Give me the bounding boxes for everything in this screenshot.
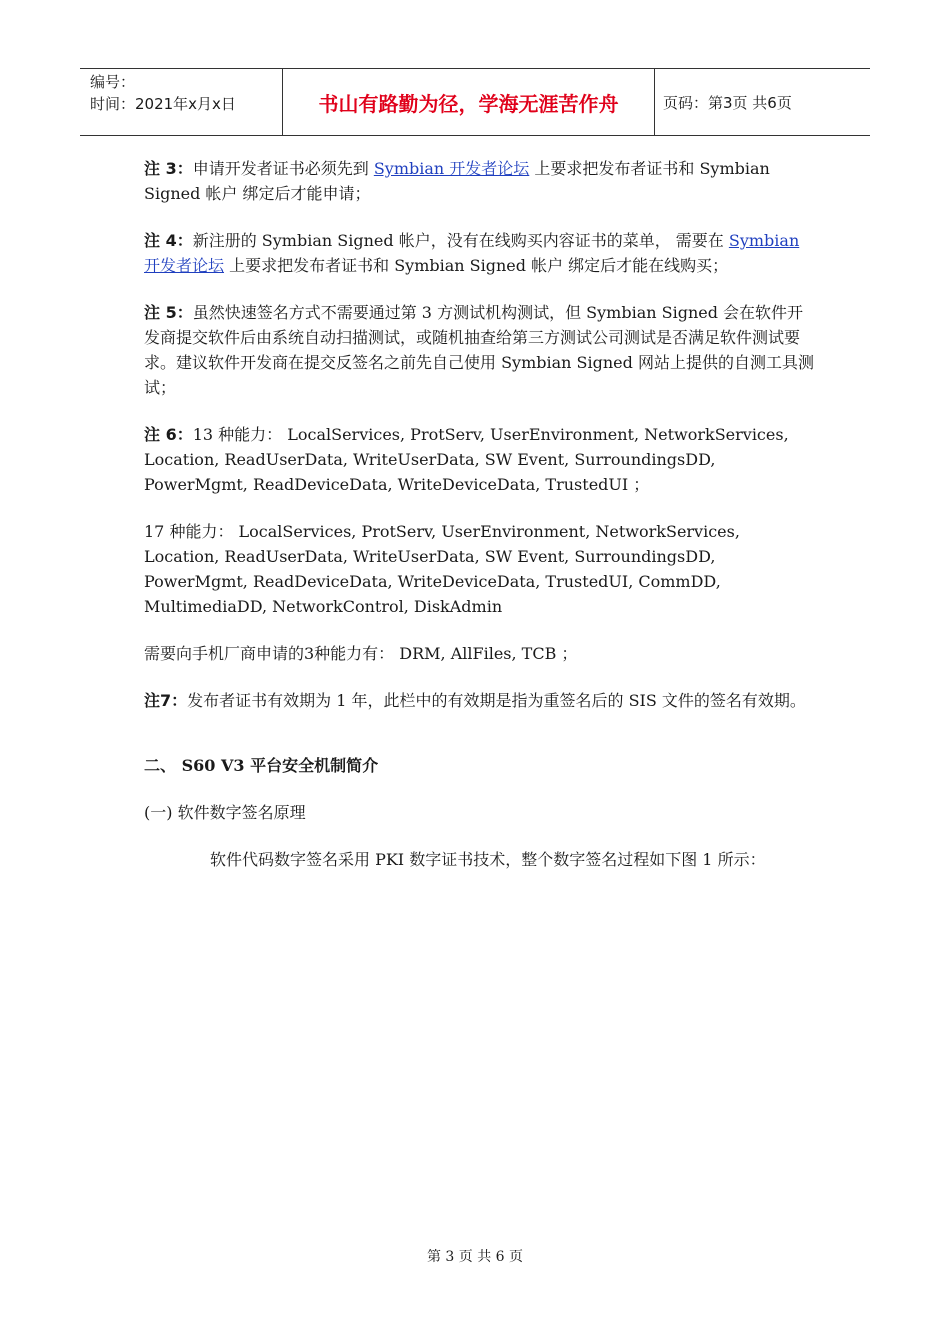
note-4-label: 注 4：: [144, 231, 193, 250]
subsection-heading: (一) 软件数字签名原理: [144, 803, 306, 822]
header-number-label: 编号：: [90, 73, 136, 91]
note-5-text: 虽然快速签名方式不需要通过第 3 方测试机构测试，但 Symbian Signed 会在软件开发商提交软件后由系统自动扫描测试，或随机抽查给第三方测试公司测试是否满足软件测试要求。建议软件开发商在提交反签名之前先自己使用 Symbian Signed 网站上提供的自测工具测试；: [144, 303, 814, 397]
page-header: [80, 68, 870, 136]
note-7: [144, 688, 816, 713]
note-7-text: 发布者证书有效期为 1 年，此栏中的有效期是指为重签名后的 SIS 文件的签名有效期。: [187, 691, 806, 710]
note-3: [144, 156, 816, 206]
note-6: [144, 422, 816, 497]
header-meta: [80, 69, 282, 135]
note-5-label: 注 5：: [144, 303, 193, 322]
note-7-label: 注7：: [144, 691, 188, 710]
symbian-forum-link[interactable]: Symbian 开发者论坛: [144, 231, 800, 275]
capabilities-3: 需要向手机厂商申请的3种能力有： DRM, AllFiles, TCB ；: [144, 644, 578, 663]
symbian-forum-link[interactable]: Symbian 开发者论坛: [373, 159, 530, 178]
note-3-text-a: 申请开发者证书必须先到: [192, 159, 374, 178]
capabilities-17: 17 种能力： LocalServices, ProtServ, UserEnvironment, NetworkServices, Location, ReadUserData, WriteUserData, SW Event, SurroundingsDD, PowerMgmt, ReadDeviceData, WriteDeviceData, TrustedUI, CommDD, MultimediaDD, NetworkControl, DiskAdmin: [144, 522, 740, 616]
header-date: 时间：2021年x月x日: [90, 95, 236, 113]
note-6-label: 注 6：: [144, 425, 193, 444]
note-3-text-b: 上要求把发布者证书和 Symbian Signed 帐户 绑定后才能申请；: [144, 159, 770, 203]
note-6-text: 13 种能力： LocalServices, ProtServ, UserEnvironment, NetworkServices, Location, ReadUserData, WriteUserData, SW Event, SurroundingsDD, PowerMgmt, ReadDeviceData, WriteDeviceData, TrustedUI ；: [144, 425, 789, 494]
header-motto: 书山有路勤为径，学海无涯苦作舟: [282, 69, 655, 135]
page-footer: 第 3 页 共 6 页: [426, 1249, 524, 1265]
document-body: [144, 156, 816, 894]
section-heading: 二、 S60 V3 平台安全机制简介: [144, 756, 379, 775]
note-5: [144, 300, 816, 400]
header-page-info: 页码：第3页 共6页: [663, 93, 792, 112]
note-3-label: 注 3：: [144, 159, 193, 178]
section-body: 软件代码数字签名采用 PKI 数字证书技术，整个数字签名过程如下图 1 所示：: [210, 850, 766, 869]
note-4-text-a: 新注册的 Symbian Signed 帐户，没有在线购买内容证书的菜单， 需要在: [192, 231, 729, 250]
note-4: [144, 228, 816, 278]
note-4-text-b: 上要求把发布者证书和 Symbian Signed 帐户 绑定后才能在线购买；: [224, 256, 729, 275]
